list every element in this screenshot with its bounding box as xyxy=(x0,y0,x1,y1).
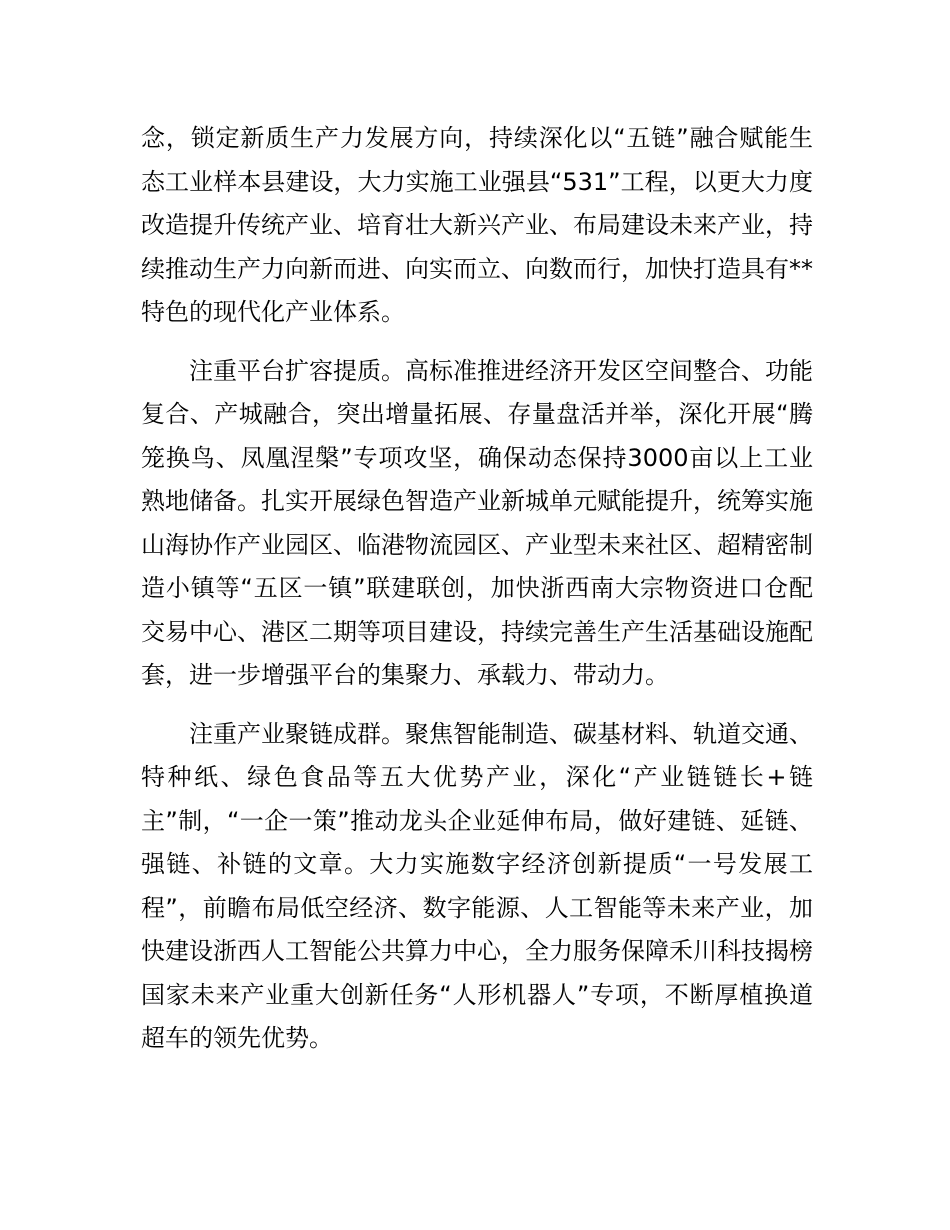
paragraph-platform: 注重平台扩容提质。高标准推进经济开发区空间整合、功能复合、产城融合，突出增量拓展、存量盘活并举，深化开展“腾笼换鸟、凤凰涅槃”专项攻坚，确保动态保持3000亩以上工业熟地储备。扎实开展绿色智造产业新城单元赋能提升，统筹实施山海协作产业园区、临港物流园区、产业型未来社区、超精密制造小镇等“五区一镇”联建联创，加快浙西南大宗物资进口仓配交易中心、港区二期等项目建设，持续完善生产生活基础设施配套，进一步增强平台的集聚力、承载力、带动力。 xyxy=(141,356,813,689)
paragraph-continuation: 念，锁定新质生产力发展方向，持续深化以“五链”融合赋能生态工业样本县建设，大力实施工业强县“531”工程，以更大力度改造提升传统产业、培育壮大新兴产业、布局建设未来产业，持续推动生产力向新而进、向实而立、向数而行，加快打造具有**特色的现代化产业体系。 xyxy=(141,124,813,326)
document-body xyxy=(141,117,813,1076)
paragraph-industry-chain: 注重产业聚链成群。聚焦智能制造、碳基材料、轨道交通、特种纸、绿色食品等五大优势产业，深化“产业链链长+链主”制，“一企一策”推动龙头企业延伸布局，做好建链、延链、强链、补链的文章。大力实施数字经济创新提质“一号发展工程”，前瞻布局低空经济、数字能源、人工智能等未来产业，加快建设浙西人工智能公共算力中心，全力服务保障禾川科技揭榜国家未来产业重大创新任务“人形机器人”专项，不断厚植换道超车的领先优势。 xyxy=(141,719,813,1052)
